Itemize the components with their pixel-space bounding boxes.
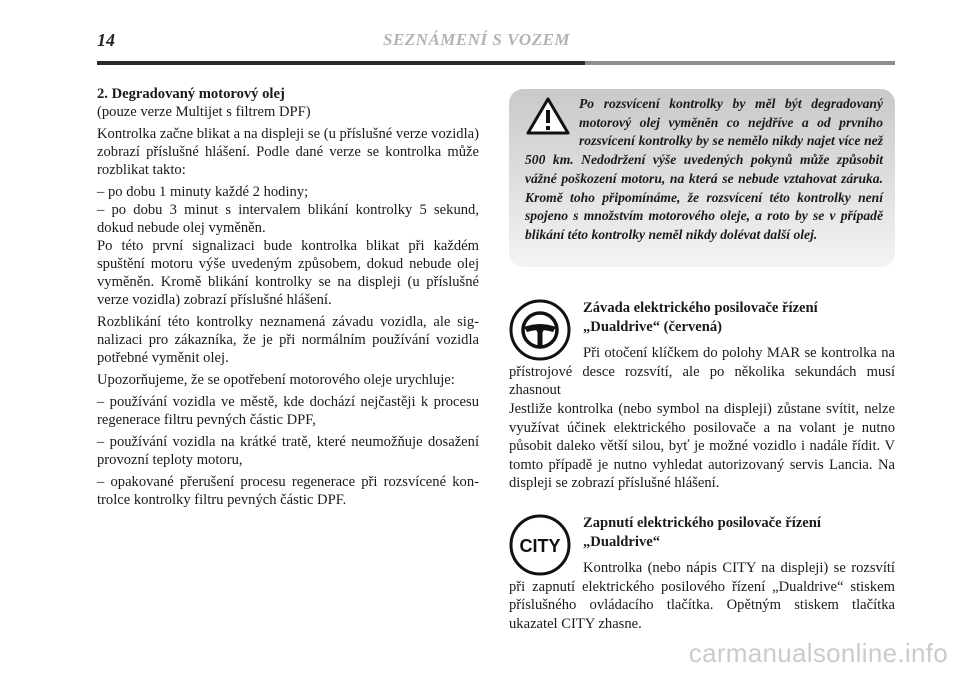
steering-title: Závada elektrického posilovače řízení „Dualdrive“ (červená) [583, 300, 818, 335]
paragraph: – používání vozidla na krátké tratě, které neumožňuje dosažení provozní teploty motoru, [97, 434, 479, 468]
warning-box [509, 89, 895, 267]
steering-fault-section [509, 299, 895, 493]
paragraph: Rozblikání této kontrolky neznamená závadu vozidla, ale signalizaci pro zákazníka, že je při normálním používání vozidla potřebné vyměnit olej. [97, 314, 479, 366]
paragraph: Kontrolka začne blikat a na displeji se (u příslušné verze vozidla) zobrazí příslušné hlášení. Podle dané verze se kontrolka může rozblikat takto: [97, 126, 479, 178]
city-section [509, 514, 895, 634]
section-subheading: (pouze verze Multijet s filtrem DPF) [97, 104, 311, 120]
paragraph: – po dobu 3 minut s intervalem blikání kontrolky 5 sekund, dokud nebude olej vyměněn. [97, 202, 479, 236]
page-number: 14 [97, 30, 115, 50]
city-title: Zapnutí elektrického posilovače řízení „Dualdrive“ [583, 515, 821, 550]
steering-icon-wrap [509, 299, 571, 367]
left-column [97, 85, 479, 513]
paragraph: – po dobu 1 minuty každé 2 hodiny; [97, 184, 309, 200]
city-icon [509, 514, 571, 576]
header-rule [97, 61, 895, 65]
city-icon-label: CITY [519, 536, 561, 556]
paragraph: – používání vozidla ve městě, kde dochází nejčastěji k procesu regenerace filtru pevných částic DPF, [97, 394, 479, 428]
steering-body-2: Jestliže kontrolka (nebo symbol na displeji) zůstane svítit, nelze využívat účinek elektrického posilovače a na volant je nutno působit daleko větší silou, byť je možné vozidlo i nadále řídit. V tomto případě je nutno vyhledat autorizovaný servis Lancia. Na displeji se zobrazí příslušné hlášení. [509, 400, 895, 492]
chapter-title: SEZNÁMENÍ S VOZEM [383, 30, 571, 49]
steering-body: Při otočení klíčkem do polohy MAR se kontrolka na přístrojové desce rozsvítí, ale po několika sekundách musí zhasnout [509, 345, 895, 399]
watermark: carmanualsonline.info [688, 638, 948, 668]
steering-wheel-icon [509, 299, 571, 361]
city-body: Kontrolka (nebo nápis CITY na displeji) se rozsvítí při zapnutí elektrického posilového řízení „Dualdrive“ stiskem příslušného ovládacího tlačítka. Opětným stiskem tlačítka ukazatel CITY zhasne. [509, 560, 895, 632]
city-icon-wrap [509, 514, 571, 582]
warning-text: Po rozsvícení kontrolky by měl být degradovaný motorový olej vyměněn co nejdříve a od prvního rozsvícení kontrolky by se nemělo nikdy najet více než 500 km. Nedodržení výše uvedených pokynů může způsobit vážné poškození motoru, na která se nebude vztahovat záruka. Kromě toho připomínáme, že rozsvícení této kontrolky není spojeno s množstvím motorového oleje, a roto by se v případě blikání této kontrolky neměl nikdy dolévat další olej. [525, 96, 883, 242]
paragraph: Upozorňujeme, že se opotřebení motorového oleje urychluje: [97, 372, 455, 388]
paragraph: – opakované přerušení procesu regenerace při rozsvícené kontrolce kontrolky filtru pevných částic DPF. [97, 474, 479, 508]
section-heading: 2. Degradovaný motorový olej [97, 86, 285, 102]
paragraph: Po této první signalizaci bude kontrolka blikat při každém spuštění motoru výše uvedeným způsobem, dokud nebude olej vyměněn. Kromě blikání kontrolky se na displeji (u příslušné verze vozidla) zobrazí příslušné hlášení. [97, 238, 479, 308]
